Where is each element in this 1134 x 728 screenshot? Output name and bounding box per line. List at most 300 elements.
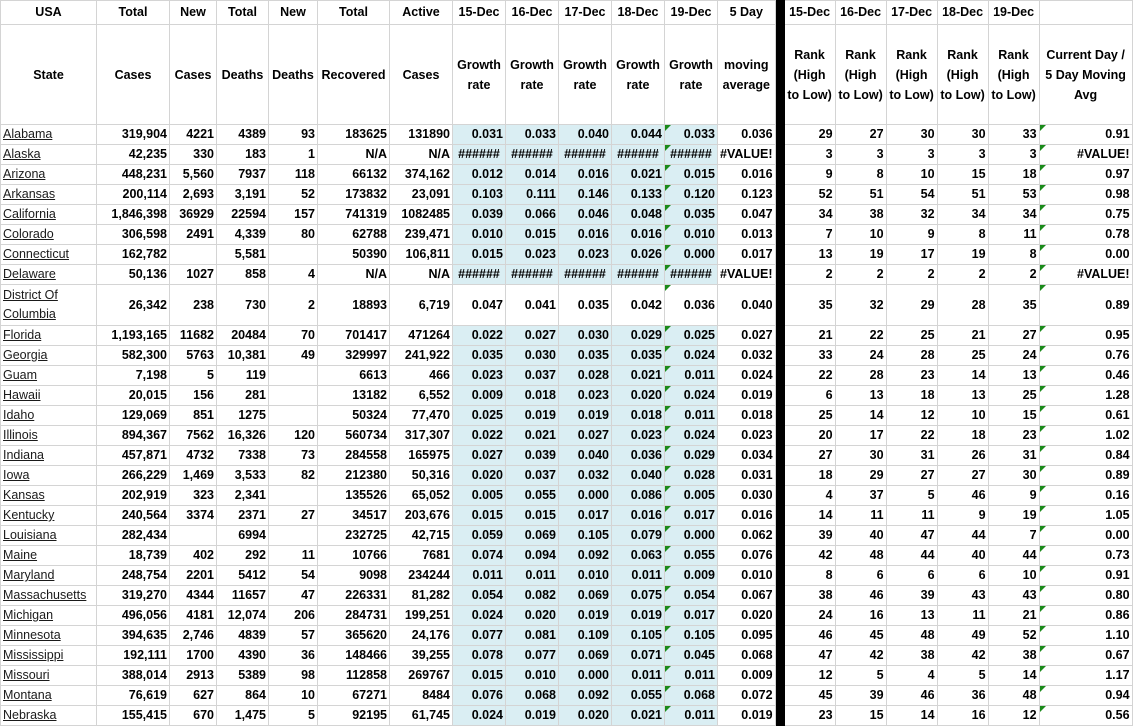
- cell[interactable]: 0.019: [506, 706, 559, 726]
- cell[interactable]: 0.055: [665, 546, 718, 566]
- cell[interactable]: 0.035: [453, 346, 506, 366]
- cell[interactable]: 212380: [318, 466, 390, 486]
- cell[interactable]: 0.000: [665, 245, 718, 265]
- header-cell[interactable]: Total: [318, 1, 390, 25]
- cell[interactable]: 14: [886, 706, 937, 726]
- cell[interactable]: 1.02: [1039, 426, 1132, 446]
- cell[interactable]: 0.025: [665, 326, 718, 346]
- cell[interactable]: ######: [559, 145, 612, 165]
- header-cell[interactable]: Cases: [390, 25, 453, 125]
- cell[interactable]: 11682: [170, 326, 217, 346]
- cell[interactable]: 0.094: [506, 546, 559, 566]
- cell[interactable]: 0.019: [559, 406, 612, 426]
- cell[interactable]: 202,919: [97, 486, 170, 506]
- cell[interactable]: 0.000: [559, 486, 612, 506]
- header-cell[interactable]: 19-Dec: [665, 1, 718, 25]
- cell[interactable]: 39,255: [390, 646, 453, 666]
- header-cell[interactable]: moving average: [718, 25, 776, 125]
- cell[interactable]: 560734: [318, 426, 390, 446]
- cell[interactable]: 1.28: [1039, 386, 1132, 406]
- cell[interactable]: 0.030: [506, 346, 559, 366]
- cell[interactable]: 266,229: [97, 466, 170, 486]
- cell[interactable]: 25: [784, 406, 835, 426]
- cell[interactable]: [170, 245, 217, 265]
- cell[interactable]: 48: [988, 686, 1039, 706]
- state-link[interactable]: Idaho: [1, 406, 97, 426]
- header-cell[interactable]: 16-Dec: [506, 1, 559, 25]
- cell[interactable]: 0.081: [506, 626, 559, 646]
- cell[interactable]: 47: [784, 646, 835, 666]
- cell[interactable]: 23: [988, 426, 1039, 446]
- cell[interactable]: 1.10: [1039, 626, 1132, 646]
- cell[interactable]: 319,904: [97, 125, 170, 145]
- cell[interactable]: 2201: [170, 566, 217, 586]
- cell[interactable]: 0.133: [612, 185, 665, 205]
- cell[interactable]: 47: [269, 586, 318, 606]
- cell[interactable]: 9: [937, 506, 988, 526]
- cell[interactable]: 670: [170, 706, 217, 726]
- cell[interactable]: 24: [988, 346, 1039, 366]
- cell[interactable]: 46: [835, 586, 886, 606]
- cell[interactable]: 0.074: [453, 546, 506, 566]
- column-divider[interactable]: [775, 25, 784, 125]
- cell[interactable]: 1,846,398: [97, 205, 170, 225]
- cell[interactable]: 0.61: [1039, 406, 1132, 426]
- cell[interactable]: 4344: [170, 586, 217, 606]
- cell[interactable]: 2: [835, 265, 886, 285]
- cell[interactable]: 448,231: [97, 165, 170, 185]
- cell[interactable]: 118: [269, 165, 318, 185]
- cell[interactable]: 73: [269, 446, 318, 466]
- cell[interactable]: 13: [784, 245, 835, 265]
- cell[interactable]: 4390: [217, 646, 269, 666]
- cell[interactable]: 0.011: [665, 706, 718, 726]
- cell[interactable]: 0.76: [1039, 346, 1132, 366]
- cell[interactable]: 0.000: [665, 526, 718, 546]
- cell[interactable]: 3: [835, 145, 886, 165]
- cell[interactable]: 1,193,165: [97, 326, 170, 346]
- cell[interactable]: 0.123: [718, 185, 776, 205]
- header-cell[interactable]: 18-Dec: [612, 1, 665, 25]
- cell[interactable]: 4389: [217, 125, 269, 145]
- cell[interactable]: 5: [886, 486, 937, 506]
- cell[interactable]: 119: [217, 366, 269, 386]
- cell[interactable]: 31: [886, 446, 937, 466]
- header-cell[interactable]: 5 Day: [718, 1, 776, 25]
- cell[interactable]: 157: [269, 205, 318, 225]
- cell[interactable]: 1,469: [170, 466, 217, 486]
- cell[interactable]: 38: [784, 586, 835, 606]
- cell[interactable]: 0.035: [559, 346, 612, 366]
- cell[interactable]: 0.73: [1039, 546, 1132, 566]
- cell[interactable]: 15: [835, 706, 886, 726]
- cell[interactable]: 0.055: [506, 486, 559, 506]
- cell[interactable]: 0.027: [718, 326, 776, 346]
- cell[interactable]: 0.025: [453, 406, 506, 426]
- cell[interactable]: 0.031: [453, 125, 506, 145]
- cell[interactable]: 4839: [217, 626, 269, 646]
- cell[interactable]: 22594: [217, 205, 269, 225]
- cell[interactable]: 98: [269, 666, 318, 686]
- cell[interactable]: 0.75: [1039, 205, 1132, 225]
- cell[interactable]: 0.040: [718, 285, 776, 326]
- cell[interactable]: 3: [937, 145, 988, 165]
- header-cell[interactable]: 17-Dec: [886, 1, 937, 25]
- state-link[interactable]: Indiana: [1, 446, 97, 466]
- cell[interactable]: 0.024: [665, 346, 718, 366]
- state-link[interactable]: Missouri: [1, 666, 97, 686]
- cell[interactable]: 44: [886, 546, 937, 566]
- cell[interactable]: 0.039: [506, 446, 559, 466]
- cell[interactable]: [269, 486, 318, 506]
- cell[interactable]: 6: [886, 566, 937, 586]
- cell[interactable]: 0.027: [559, 426, 612, 446]
- cell[interactable]: 0.011: [612, 666, 665, 686]
- state-link[interactable]: Georgia: [1, 346, 97, 366]
- cell[interactable]: 30: [988, 466, 1039, 486]
- header-cell[interactable]: 16-Dec: [835, 1, 886, 25]
- cell[interactable]: 0.024: [453, 706, 506, 726]
- cell[interactable]: 0.020: [506, 606, 559, 626]
- cell[interactable]: 93: [269, 125, 318, 145]
- cell[interactable]: 6613: [318, 366, 390, 386]
- cell[interactable]: 162,782: [97, 245, 170, 265]
- cell[interactable]: 0.024: [665, 386, 718, 406]
- cell[interactable]: 67271: [318, 686, 390, 706]
- cell[interactable]: 226331: [318, 586, 390, 606]
- cell[interactable]: 0.019: [506, 406, 559, 426]
- cell[interactable]: 38: [835, 205, 886, 225]
- cell[interactable]: 20: [784, 426, 835, 446]
- cell[interactable]: 0.067: [718, 586, 776, 606]
- cell[interactable]: 0.027: [506, 326, 559, 346]
- cell[interactable]: 13: [988, 366, 1039, 386]
- cell[interactable]: 3,533: [217, 466, 269, 486]
- state-link[interactable]: Colorado: [1, 225, 97, 245]
- cell[interactable]: 0.009: [453, 386, 506, 406]
- cell[interactable]: 0.009: [718, 666, 776, 686]
- cell[interactable]: 0.078: [453, 646, 506, 666]
- cell[interactable]: 0.103: [453, 185, 506, 205]
- cell[interactable]: 0.89: [1039, 466, 1132, 486]
- cell[interactable]: 81,282: [390, 586, 453, 606]
- state-link[interactable]: Arizona: [1, 165, 97, 185]
- cell[interactable]: 0.029: [665, 446, 718, 466]
- cell[interactable]: 9: [784, 165, 835, 185]
- cell[interactable]: 38: [988, 646, 1039, 666]
- cell[interactable]: 39: [784, 526, 835, 546]
- cell[interactable]: 0.86: [1039, 606, 1132, 626]
- header-cell[interactable]: Rank (High to Low): [886, 25, 937, 125]
- cell[interactable]: 2: [937, 265, 988, 285]
- cell[interactable]: 0.063: [612, 546, 665, 566]
- cell[interactable]: 183: [217, 145, 269, 165]
- cell[interactable]: 330: [170, 145, 217, 165]
- cell[interactable]: 0.016: [559, 165, 612, 185]
- cell[interactable]: ######: [665, 145, 718, 165]
- cell[interactable]: 5412: [217, 566, 269, 586]
- cell[interactable]: 40: [937, 546, 988, 566]
- cell[interactable]: 8: [784, 566, 835, 586]
- cell[interactable]: 365620: [318, 626, 390, 646]
- cell[interactable]: 14: [784, 506, 835, 526]
- cell[interactable]: 35: [988, 285, 1039, 326]
- header-cell[interactable]: Total: [217, 1, 269, 25]
- cell[interactable]: 42: [784, 546, 835, 566]
- cell[interactable]: 120: [269, 426, 318, 446]
- cell[interactable]: 27: [784, 446, 835, 466]
- cell[interactable]: 82: [269, 466, 318, 486]
- cell[interactable]: 0.023: [506, 245, 559, 265]
- cell[interactable]: 39: [886, 586, 937, 606]
- cell[interactable]: 14: [835, 406, 886, 426]
- cell[interactable]: 80: [269, 225, 318, 245]
- cell[interactable]: 0.023: [559, 386, 612, 406]
- cell[interactable]: 7562: [170, 426, 217, 446]
- cell[interactable]: 0.91: [1039, 125, 1132, 145]
- cell[interactable]: 0.009: [665, 566, 718, 586]
- header-cell[interactable]: Growth rate: [559, 25, 612, 125]
- cell[interactable]: 0.033: [665, 125, 718, 145]
- cell[interactable]: 0.016: [612, 225, 665, 245]
- state-link[interactable]: Delaware: [1, 265, 97, 285]
- cell[interactable]: 3: [988, 145, 1039, 165]
- cell[interactable]: 239,471: [390, 225, 453, 245]
- cell[interactable]: ######: [665, 265, 718, 285]
- cell[interactable]: 17: [886, 245, 937, 265]
- header-cell[interactable]: USA: [1, 1, 97, 25]
- cell[interactable]: 52: [988, 626, 1039, 646]
- cell[interactable]: 2913: [170, 666, 217, 686]
- header-cell[interactable]: Cases: [170, 25, 217, 125]
- header-cell[interactable]: Rank (High to Low): [988, 25, 1039, 125]
- cell[interactable]: 0.072: [718, 686, 776, 706]
- cell[interactable]: 0.67: [1039, 646, 1132, 666]
- cell[interactable]: 0.040: [612, 466, 665, 486]
- cell[interactable]: 15: [937, 165, 988, 185]
- cell[interactable]: 0.84: [1039, 446, 1132, 466]
- cell[interactable]: 2,693: [170, 185, 217, 205]
- cell[interactable]: 2: [988, 265, 1039, 285]
- cell[interactable]: 199,251: [390, 606, 453, 626]
- state-link[interactable]: Michigan: [1, 606, 97, 626]
- cell[interactable]: 20,015: [97, 386, 170, 406]
- header-cell[interactable]: Current Day / 5 Day Moving Avg: [1039, 25, 1132, 125]
- cell[interactable]: 0.033: [506, 125, 559, 145]
- state-link[interactable]: Iowa: [1, 466, 97, 486]
- cell[interactable]: 11: [835, 506, 886, 526]
- cell[interactable]: [269, 366, 318, 386]
- cell[interactable]: 19: [988, 506, 1039, 526]
- cell[interactable]: 36929: [170, 205, 217, 225]
- cell[interactable]: 741319: [318, 205, 390, 225]
- cell[interactable]: 34: [988, 205, 1039, 225]
- cell[interactable]: 0.89: [1039, 285, 1132, 326]
- cell[interactable]: 0.019: [718, 386, 776, 406]
- cell[interactable]: 240,564: [97, 506, 170, 526]
- cell[interactable]: 0.036: [612, 446, 665, 466]
- cell[interactable]: 4221: [170, 125, 217, 145]
- cell[interactable]: 48: [835, 546, 886, 566]
- cell[interactable]: 76,619: [97, 686, 170, 706]
- cell[interactable]: 0.80: [1039, 586, 1132, 606]
- cell[interactable]: 701417: [318, 326, 390, 346]
- cell[interactable]: 26,342: [97, 285, 170, 326]
- cell[interactable]: 12: [886, 406, 937, 426]
- cell[interactable]: 0.032: [559, 466, 612, 486]
- cell[interactable]: 15: [988, 406, 1039, 426]
- cell[interactable]: 0.91: [1039, 566, 1132, 586]
- cell[interactable]: 0.78: [1039, 225, 1132, 245]
- cell[interactable]: 3374: [170, 506, 217, 526]
- cell[interactable]: 10: [988, 566, 1039, 586]
- cell[interactable]: 21: [937, 326, 988, 346]
- cell[interactable]: 7: [784, 225, 835, 245]
- cell[interactable]: 9: [988, 486, 1039, 506]
- cell[interactable]: 43: [988, 586, 1039, 606]
- cell[interactable]: 0.019: [612, 606, 665, 626]
- cell[interactable]: 0.036: [665, 285, 718, 326]
- cell[interactable]: 471264: [390, 326, 453, 346]
- state-link[interactable]: Nebraska: [1, 706, 97, 726]
- state-link[interactable]: District Of Columbia: [1, 285, 97, 326]
- cell[interactable]: 323: [170, 486, 217, 506]
- cell[interactable]: 43: [937, 586, 988, 606]
- state-link[interactable]: Montana: [1, 686, 97, 706]
- cell[interactable]: 0.000: [559, 666, 612, 686]
- cell[interactable]: 2: [269, 285, 318, 326]
- cell[interactable]: 50390: [318, 245, 390, 265]
- cell[interactable]: 29: [784, 125, 835, 145]
- header-cell[interactable]: New: [170, 1, 217, 25]
- cell[interactable]: 0.022: [453, 326, 506, 346]
- cell[interactable]: 0.054: [453, 586, 506, 606]
- header-cell[interactable]: Active: [390, 1, 453, 25]
- cell[interactable]: 19: [835, 245, 886, 265]
- cell[interactable]: 135526: [318, 486, 390, 506]
- cell[interactable]: 0.054: [665, 586, 718, 606]
- cell[interactable]: 14: [937, 366, 988, 386]
- cell[interactable]: 33: [784, 346, 835, 366]
- cell[interactable]: 8: [835, 165, 886, 185]
- cell[interactable]: 66132: [318, 165, 390, 185]
- cell[interactable]: 23: [784, 706, 835, 726]
- cell[interactable]: 7681: [390, 546, 453, 566]
- cell[interactable]: 374,162: [390, 165, 453, 185]
- cell[interactable]: [269, 386, 318, 406]
- cell[interactable]: 34517: [318, 506, 390, 526]
- cell[interactable]: 0.040: [559, 125, 612, 145]
- cell[interactable]: 0.017: [718, 245, 776, 265]
- cell[interactable]: 0.047: [453, 285, 506, 326]
- cell[interactable]: 8: [988, 245, 1039, 265]
- cell[interactable]: 0.059: [453, 526, 506, 546]
- cell[interactable]: 22: [835, 326, 886, 346]
- cell[interactable]: 0.020: [718, 606, 776, 626]
- cell[interactable]: 9098: [318, 566, 390, 586]
- cell[interactable]: 0.56: [1039, 706, 1132, 726]
- cell[interactable]: 13: [937, 386, 988, 406]
- cell[interactable]: 148466: [318, 646, 390, 666]
- cell[interactable]: 13: [886, 606, 937, 626]
- cell[interactable]: N/A: [390, 145, 453, 165]
- cell[interactable]: 0.062: [718, 526, 776, 546]
- cell[interactable]: 18893: [318, 285, 390, 326]
- header-cell[interactable]: Rank (High to Low): [835, 25, 886, 125]
- cell[interactable]: 0.015: [453, 245, 506, 265]
- cell[interactable]: 851: [170, 406, 217, 426]
- cell[interactable]: 23: [886, 366, 937, 386]
- cell[interactable]: 12: [784, 666, 835, 686]
- cell[interactable]: 92195: [318, 706, 390, 726]
- cell[interactable]: 3,191: [217, 185, 269, 205]
- cell[interactable]: 0.017: [559, 506, 612, 526]
- cell[interactable]: 4,339: [217, 225, 269, 245]
- state-link[interactable]: Maryland: [1, 566, 97, 586]
- cell[interactable]: 165975: [390, 446, 453, 466]
- cell[interactable]: 0.019: [718, 706, 776, 726]
- cell[interactable]: 17: [835, 426, 886, 446]
- cell[interactable]: 25: [886, 326, 937, 346]
- cell[interactable]: 0.092: [559, 686, 612, 706]
- cell[interactable]: 0.027: [453, 446, 506, 466]
- cell[interactable]: 0.011: [612, 566, 665, 586]
- cell[interactable]: 65,052: [390, 486, 453, 506]
- state-link[interactable]: California: [1, 205, 97, 225]
- cell[interactable]: 0.040: [559, 446, 612, 466]
- cell[interactable]: 0.068: [718, 646, 776, 666]
- cell[interactable]: 70: [269, 326, 318, 346]
- cell[interactable]: 0.015: [453, 666, 506, 686]
- cell[interactable]: 42: [835, 646, 886, 666]
- cell[interactable]: ######: [612, 265, 665, 285]
- header-cell[interactable]: Growth rate: [453, 25, 506, 125]
- cell[interactable]: 4: [784, 486, 835, 506]
- cell[interactable]: 0.97: [1039, 165, 1132, 185]
- cell[interactable]: 0.069: [506, 526, 559, 546]
- cell[interactable]: 0.109: [559, 626, 612, 646]
- cell[interactable]: 858: [217, 265, 269, 285]
- cell[interactable]: 26: [937, 446, 988, 466]
- cell[interactable]: 0.015: [506, 506, 559, 526]
- cell[interactable]: ######: [612, 145, 665, 165]
- cell[interactable]: 106,811: [390, 245, 453, 265]
- cell[interactable]: 18: [784, 466, 835, 486]
- cell[interactable]: 281: [217, 386, 269, 406]
- cell[interactable]: 0.021: [506, 426, 559, 446]
- cell[interactable]: 0.076: [718, 546, 776, 566]
- cell[interactable]: 0.045: [665, 646, 718, 666]
- cell[interactable]: 730: [217, 285, 269, 326]
- cell[interactable]: 0.120: [665, 185, 718, 205]
- cell[interactable]: 50,316: [390, 466, 453, 486]
- cell[interactable]: 0.146: [559, 185, 612, 205]
- cell[interactable]: 0.034: [718, 446, 776, 466]
- cell[interactable]: 11: [269, 546, 318, 566]
- cell[interactable]: 6,719: [390, 285, 453, 326]
- header-cell[interactable]: 15-Dec: [784, 1, 835, 25]
- header-cell[interactable]: 17-Dec: [559, 1, 612, 25]
- cell[interactable]: 0.026: [612, 245, 665, 265]
- cell[interactable]: N/A: [390, 265, 453, 285]
- cell[interactable]: 0.071: [612, 646, 665, 666]
- cell[interactable]: 388,014: [97, 666, 170, 686]
- cell[interactable]: 0.105: [559, 526, 612, 546]
- cell[interactable]: 0.005: [665, 486, 718, 506]
- cell[interactable]: 0.021: [612, 706, 665, 726]
- cell[interactable]: [269, 245, 318, 265]
- cell[interactable]: 466: [390, 366, 453, 386]
